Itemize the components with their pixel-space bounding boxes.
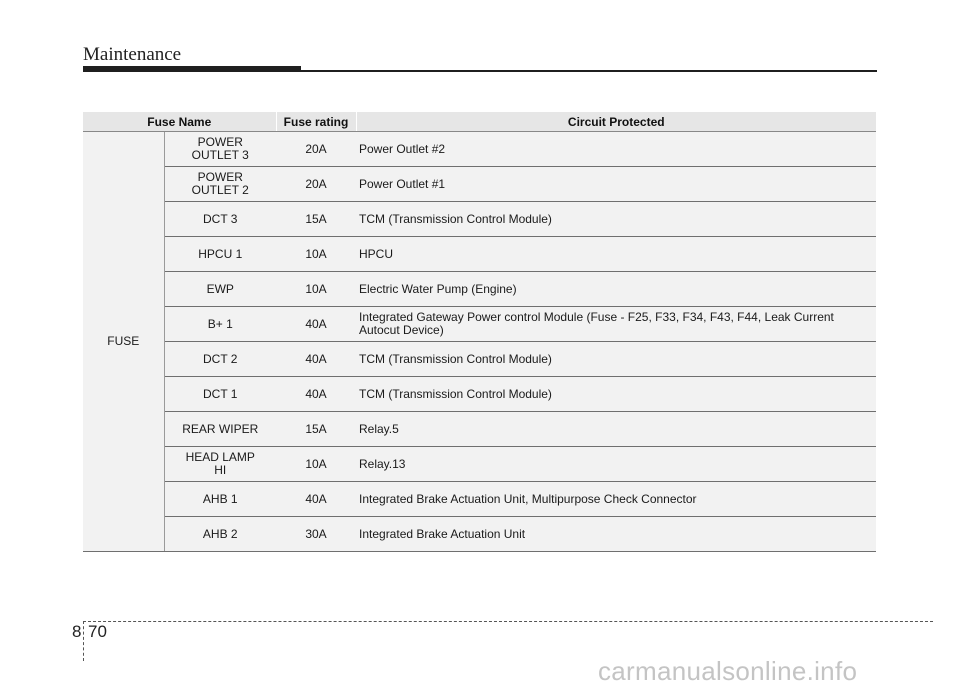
table-row [83, 202, 876, 237]
fuse-name-line: POWER [197, 135, 243, 149]
fuse-rating-cell: 40A [276, 342, 356, 377]
fuse-rating-cell: 20A [276, 167, 356, 202]
fuse-name-cell [164, 272, 276, 307]
circuit-protected-cell: TCM (Transmission Control Module) [356, 342, 876, 377]
fuse-rating-cell: 15A [276, 412, 356, 447]
fuse-name-cell [164, 412, 276, 447]
fuse-name-line: DCT 2 [203, 351, 238, 366]
table-row [83, 517, 876, 552]
fuse-rating-cell: 20A [276, 132, 356, 167]
fuse-rating-cell: 15A [276, 202, 356, 237]
header-rule-thick [83, 66, 301, 72]
circuit-protected-cell: Relay.5 [356, 412, 876, 447]
fuse-name-line: POWER [197, 170, 243, 184]
fuse-rating-cell: 40A [276, 377, 356, 412]
circuit-protected-cell: TCM (Transmission Control Module) [356, 202, 876, 237]
fuse-rating-cell: 40A [276, 482, 356, 517]
fuse-name-cell [164, 377, 276, 412]
table-header-row [83, 112, 876, 132]
table-row [83, 447, 876, 482]
circuit-protected-cell: Integrated Brake Actuation Unit, Multipurpose Check Connector [356, 482, 876, 517]
fuse-name-cell [164, 342, 276, 377]
fuse-name-line: HI [214, 463, 227, 477]
page-header-title: Maintenance [83, 44, 182, 65]
fuse-group-label: FUSE [83, 132, 164, 552]
column-header-circuit-protected: Circuit Protected [356, 112, 876, 132]
footer-vertical-dashed-rule [83, 621, 84, 661]
table-row [83, 412, 876, 447]
fuse-name-cell [164, 307, 276, 342]
fuse-rating-cell: 40A [276, 307, 356, 342]
fuse-rating-cell: 10A [276, 237, 356, 272]
table-row [83, 272, 876, 307]
fuse-rating-cell: 30A [276, 517, 356, 552]
fuse-name-cell [164, 237, 276, 272]
fuse-name-line: EWP [206, 281, 234, 296]
fuse-name-line: AHB 2 [202, 526, 238, 541]
circuit-protected-cell: HPCU [356, 237, 876, 272]
watermark-text: carmanualsonline.info [598, 656, 858, 686]
fuse-name-line: OUTLET 3 [191, 148, 249, 162]
header-rule-thin [301, 70, 877, 72]
table-row [83, 482, 876, 517]
circuit-protected-cell: Electric Water Pump (Engine) [356, 272, 876, 307]
fuse-name-line: OUTLET 2 [191, 183, 249, 197]
fuse-rating-cell: 10A [276, 272, 356, 307]
table-row [83, 167, 876, 202]
fuse-name-line: DCT 3 [203, 211, 238, 226]
fuse-name-line: HPCU 1 [198, 246, 243, 261]
fuse-name-line: B+ 1 [207, 316, 233, 331]
circuit-protected-cell: Integrated Brake Actuation Unit [356, 517, 876, 552]
table-row [83, 342, 876, 377]
circuit-protected-cell: Power Outlet #1 [356, 167, 876, 202]
fuse-table-body [83, 132, 876, 552]
fuse-name-line: HEAD LAMP [185, 450, 255, 464]
fuse-name-cell [164, 167, 276, 202]
table-row [83, 307, 876, 342]
fuse-name-line: REAR WIPER [182, 421, 259, 436]
fuse-name-cell [164, 132, 276, 167]
fuse-name-line: DCT 1 [203, 386, 238, 401]
section-number: 8 [72, 622, 82, 641]
column-header-fuse-name: Fuse Name [83, 112, 276, 132]
fuse-table [83, 112, 876, 552]
fuse-name-cell [164, 517, 276, 552]
table-row [83, 132, 876, 167]
fuse-name-cell [164, 482, 276, 517]
circuit-protected-cell: TCM (Transmission Control Module) [356, 377, 876, 412]
circuit-protected-cell: Relay.13 [356, 447, 876, 482]
table-row [83, 377, 876, 412]
fuse-name-cell [164, 202, 276, 237]
footer-dashed-rule [83, 621, 933, 622]
page-number-value: 70 [88, 622, 107, 641]
circuit-protected-cell: Integrated Gateway Power control Module (Fuse - F25, F33, F34, F43, F44, Leak Current Autocut Device) [356, 307, 876, 342]
column-header-fuse-rating: Fuse rating [276, 112, 356, 132]
table-row [83, 237, 876, 272]
circuit-protected-cell: Power Outlet #2 [356, 132, 876, 167]
fuse-name-line: AHB 1 [202, 491, 238, 506]
fuse-rating-cell: 10A [276, 447, 356, 482]
fuse-name-cell [164, 447, 276, 482]
